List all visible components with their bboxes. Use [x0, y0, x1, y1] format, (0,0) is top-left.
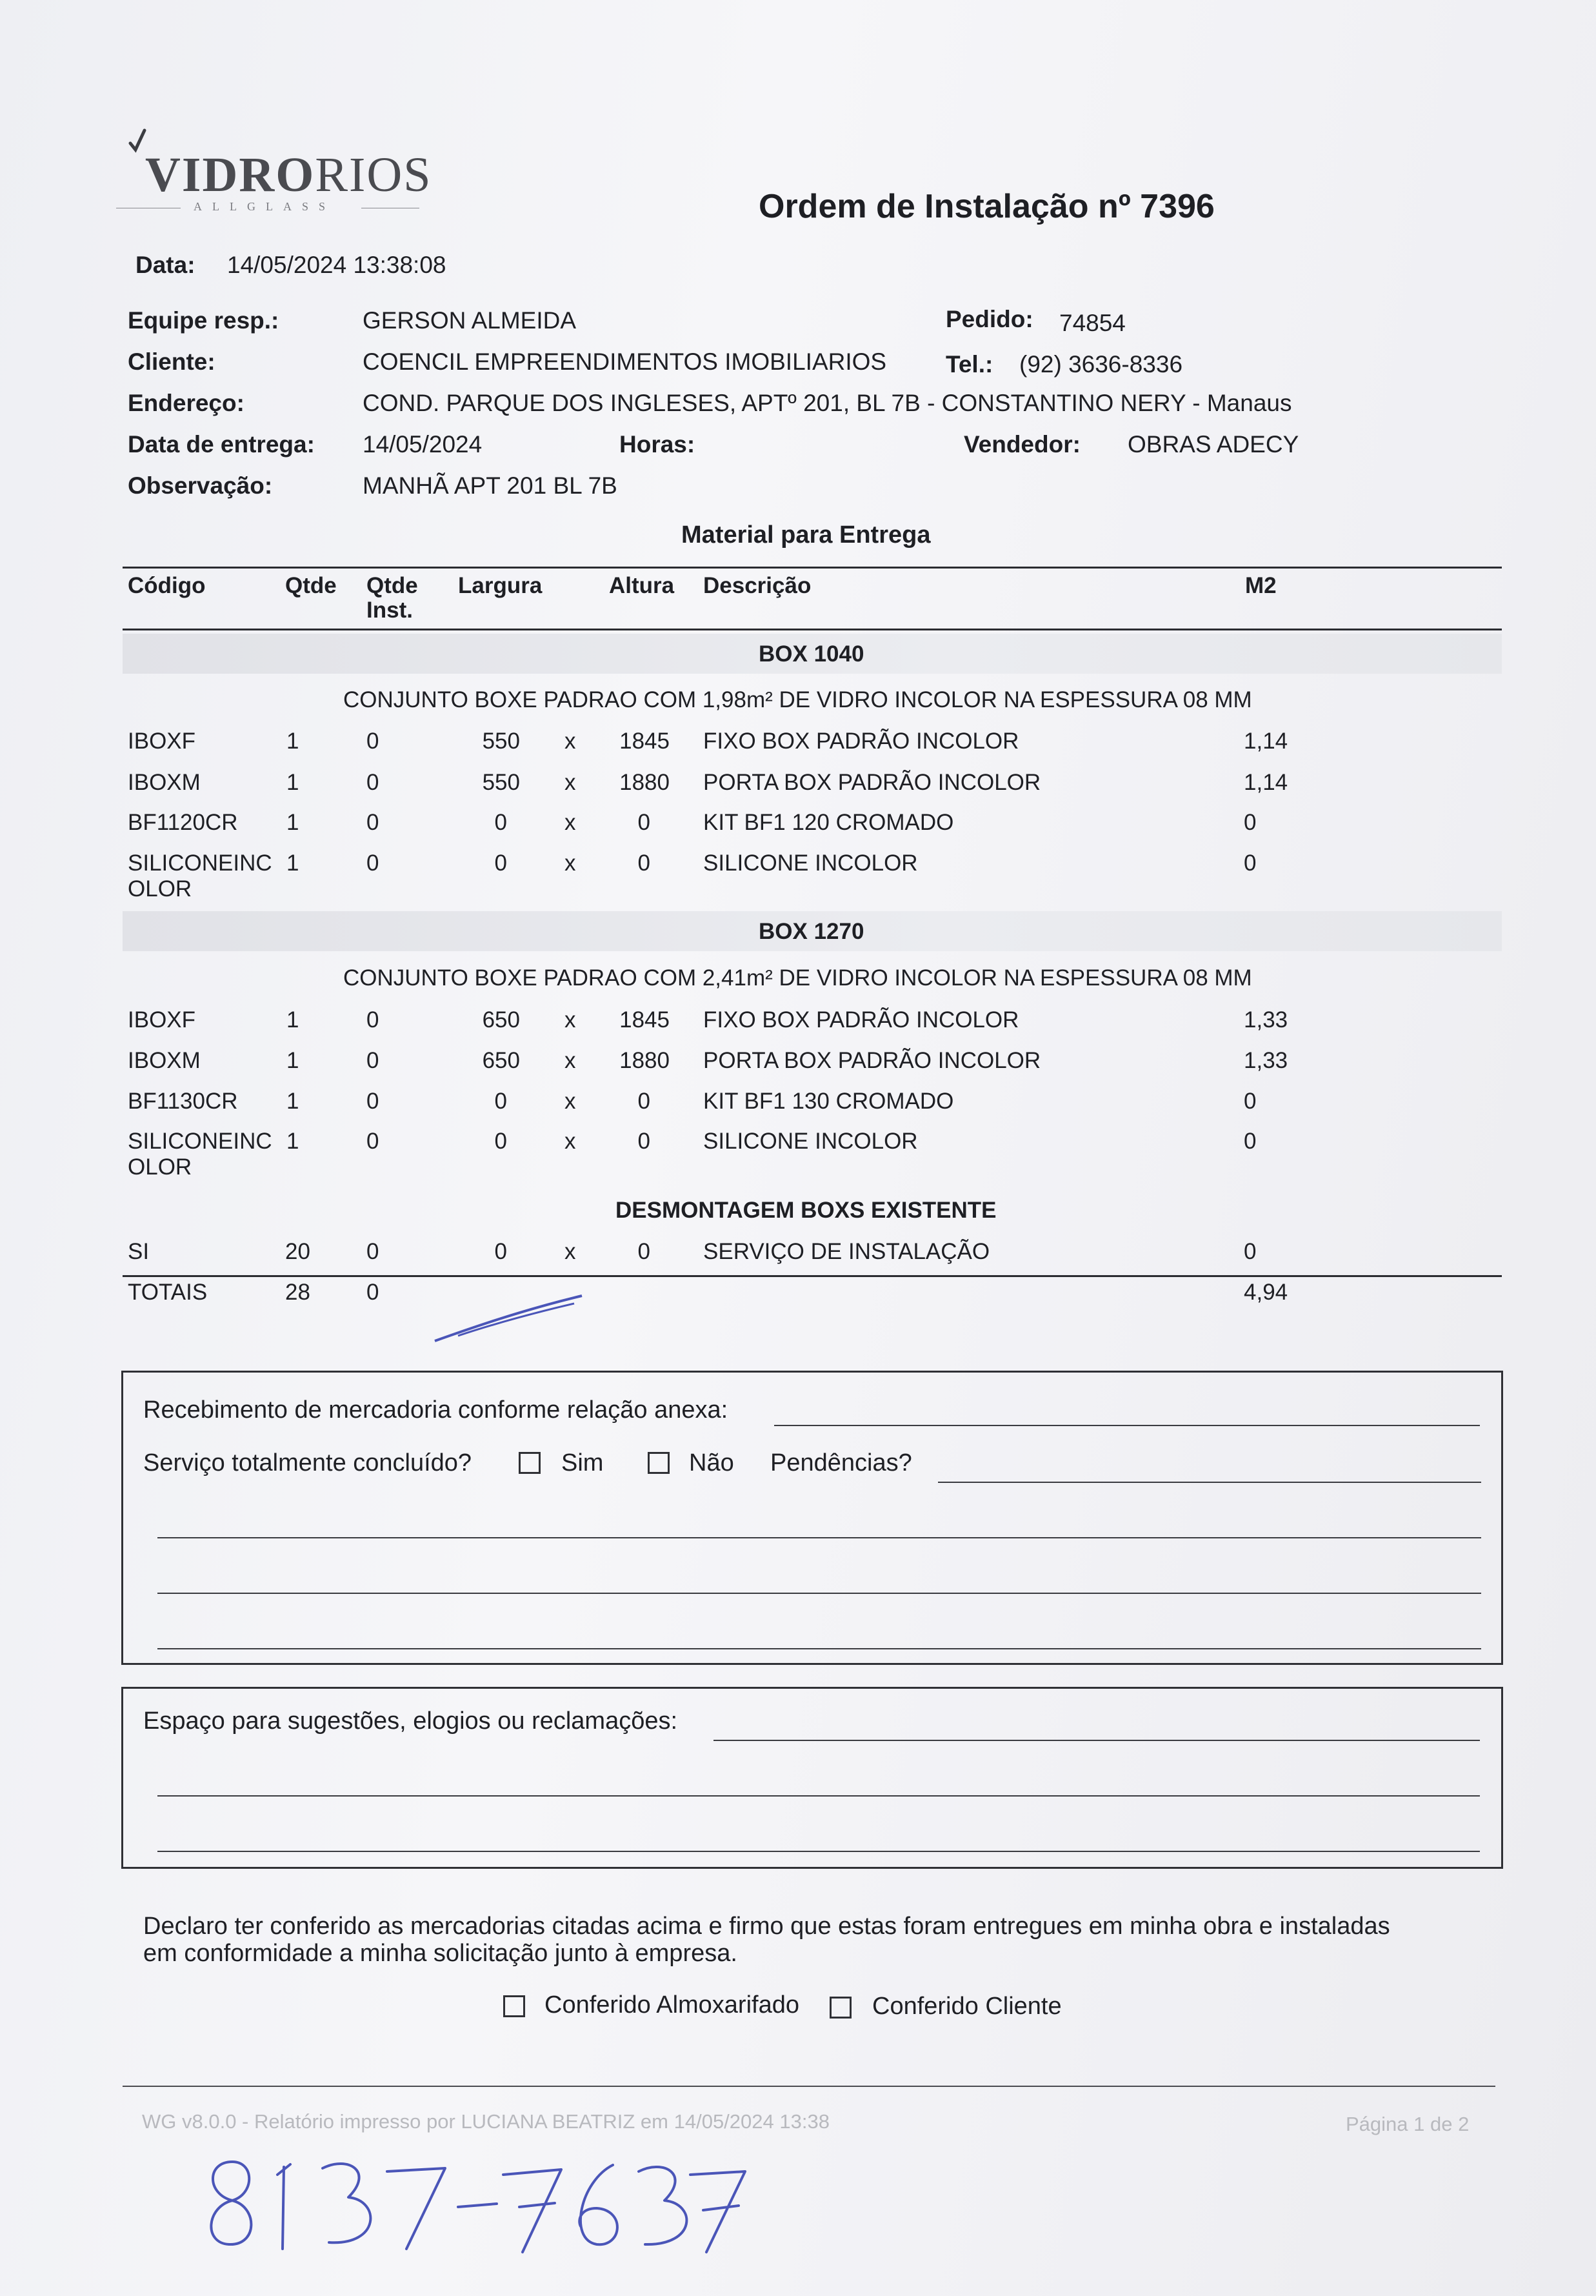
address-label: Endereço:: [128, 390, 244, 416]
col-header-qtde-inst-2: Inst.: [366, 598, 413, 623]
logo-wordmark: VIDRORIOS: [145, 148, 432, 202]
footer-print-info: WG v8.0.0 - Relatório impresso por LUCIANA BEATRIZ em 14/05/2024 13:38: [142, 2110, 830, 2133]
declaration-text-2: em conformidade a minha solicitação junto à empresa.: [143, 1940, 737, 1967]
delivery-date-label: Data de entrega:: [128, 431, 315, 458]
pen-stroke-mark: [432, 1291, 587, 1349]
blank-line[interactable]: [157, 1593, 1481, 1594]
receipt-signature-line[interactable]: [774, 1425, 1480, 1426]
totals-inst: 0: [366, 1280, 379, 1305]
totals-qtde: 28: [285, 1280, 310, 1305]
seller-value: OBRAS ADECY: [1128, 431, 1299, 458]
service-completed-label: Serviço totalmente concluído?: [143, 1449, 472, 1476]
blank-line[interactable]: [157, 1851, 1480, 1852]
conferido-almoxarifado-label: Conferido Almoxarifado: [544, 1991, 799, 2019]
suggestions-label: Espaço para sugestões, elogios ou reclamações:: [143, 1707, 678, 1735]
sim-label: Sim: [561, 1449, 604, 1476]
col-header-qtde-inst: Qtde: [366, 573, 418, 598]
delivery-date-value: 14/05/2024: [363, 431, 483, 458]
col-header-qtde: Qtde: [285, 573, 337, 598]
conferido-cliente-label: Conferido Cliente: [872, 1993, 1062, 2020]
observation-value: MANHÃ APT 201 BL 7B: [363, 472, 617, 499]
date-value: 14/05/2024 13:38:08: [227, 252, 446, 278]
team-value: GERSON ALMEIDA: [363, 307, 577, 334]
receipt-label: Recebimento de mercadoria conforme relação anexa:: [143, 1396, 728, 1424]
order-label: Pedido:: [946, 306, 1033, 332]
conferido-almoxarifado-checkbox[interactable]: [503, 1995, 525, 2017]
client-value: COENCIL EMPREENDIMENTOS IMOBILIARIOS: [363, 348, 887, 375]
document-title: Ordem de Instalação nº 7396: [759, 188, 1215, 225]
date-label: Data:: [135, 252, 195, 278]
hours-label: Horas:: [619, 431, 695, 458]
col-header-m2: M2: [1245, 573, 1277, 598]
document-page: VIDRORIOS ALLGLASS Ordem de Instalação nº 7396 Data: 14/05/2024 13:38:08 Equipe resp.: GERSON ALMEIDA Pedido: 74854 Cliente: COENCIL EMPREENDIMENTOS IMOBILIARIOS Tel.: (92) 3636-8336 Endereço: COND. PARQUE DOS INGLESES, APTº 201, BL 7B - CONSTANTINO NERY - Manaus Data de entrega: 14/05/2024 Horas: Vendedor: OBRAS ADECY Observação: MANHÃ APT 201 BL 7B Material para Entrega Código Qtde Qtde Inst. Largura Altura Descrição M2 BOX 1040 CONJUNTO BOXE PADRAO COM 1,98m² DE VIDRO INCOLOR NA ESPESSURA 08 MM IBOXF 1 0 550 x 1845 FIXO BOX PADRÃO INCOLOR 1,14 IBOXM 1 0 550 x 1880 PORTA BOX PADRÃO INCOLOR 1,14 BF1120CR 1 0 0 x 0 KIT BF1 120 CROMADO 0 SILICONEINC OLOR 1 0 0 x 0 SILICONE INCOLOR 0 BOX 1270 CONJUNTO BOXE PADRAO COM 2,41m² DE VIDRO INCOLOR NA ESPESSURA 08 MM IBOXF 1 0 650 x 1845 FIXO BOX PADRÃO INCOLOR 1,33 IBOXM 1 0 650 x 1880 PORTA BOX PADRÃO INCOLOR 1,33 BF1130CR 1 0 0 x 0 KIT BF1 130 CROMADO 0 SILICONEINC OLOR 1 0 0 x 0 SILICONE INCOLOR 0 DESMONTAGEM BOXS EXISTENTE SI 20 0 0 x 0 SERVIÇO DE INSTALAÇÃO 0 TOTAIS 28 0 4,94 Recebimento de mercadoria conforme relação anexa: Serviço totalmente concluído? Sim Não Pendências? Espaço para sugestões, elogios ou reclamações: Declaro ter conferido as mercadorias citadas acima e firmo que estas foram entregues em minha obra e instaladas em conformidade a minha solicitação junto à empresa. Conferido Almoxarifado Conferido Cliente WG v8.0.0 - Relatório impresso por LUCIANA BEATRIZ em 14/05/2024 13:38 Página 1 de 2: [0, 0, 1596, 2296]
nao-label: Não: [689, 1449, 734, 1476]
client-label: Cliente:: [128, 348, 215, 375]
col-header-largura: Largura: [458, 573, 543, 598]
col-header-altura: Altura: [609, 573, 675, 598]
team-label: Equipe resp.:: [128, 307, 279, 334]
col-header-codigo: Código: [128, 573, 206, 598]
handwritten-phone-number: [194, 2136, 748, 2265]
footer-page-number: Página 1 de 2: [1346, 2113, 1470, 2135]
group-title: BOX 1040: [759, 641, 864, 667]
logo-subtitle: ALLGLASS: [194, 200, 336, 213]
pendencias-line[interactable]: [938, 1482, 1481, 1483]
sim-checkbox[interactable]: [519, 1452, 541, 1474]
col-header-descricao: Descrição: [703, 573, 812, 598]
totals-m2: 4,94: [1244, 1280, 1288, 1305]
blank-line[interactable]: [157, 1648, 1481, 1649]
group-subtitle: CONJUNTO BOXE PADRAO COM 2,41m² DE VIDRO INCOLOR NA ESPESSURA 08 MM: [343, 965, 1252, 991]
phone-label: Tel.:: [946, 351, 993, 378]
totals-label: TOTAIS: [128, 1280, 208, 1305]
group-subtitle: CONJUNTO BOXE PADRAO COM 1,98m² DE VIDRO INCOLOR NA ESPESSURA 08 MM: [343, 687, 1252, 712]
suggestions-line[interactable]: [713, 1740, 1480, 1741]
observation-label: Observação:: [128, 472, 273, 499]
logo-check-icon: [128, 128, 147, 154]
blank-line[interactable]: [157, 1537, 1481, 1538]
seller-label: Vendedor:: [964, 431, 1081, 458]
address-value: COND. PARQUE DOS INGLESES, APTº 201, BL 7B - CONSTANTINO NERY - Manaus: [363, 390, 1292, 416]
material-section-title: Material para Entrega: [681, 521, 931, 549]
pendencias-label: Pendências?: [770, 1449, 912, 1476]
order-value: 74854: [1059, 310, 1126, 336]
conferido-cliente-checkbox[interactable]: [830, 1997, 852, 2019]
declaration-text-1: Declaro ter conferido as mercadorias citadas acima e firmo que estas foram entregues em minha obra e instaladas: [143, 1913, 1390, 1940]
group-title: DESMONTAGEM BOXS EXISTENTE: [615, 1198, 997, 1223]
blank-line[interactable]: [157, 1795, 1480, 1797]
phone-value: (92) 3636-8336: [1019, 351, 1183, 378]
group-title: BOX 1270: [759, 919, 864, 944]
nao-checkbox[interactable]: [648, 1452, 670, 1474]
